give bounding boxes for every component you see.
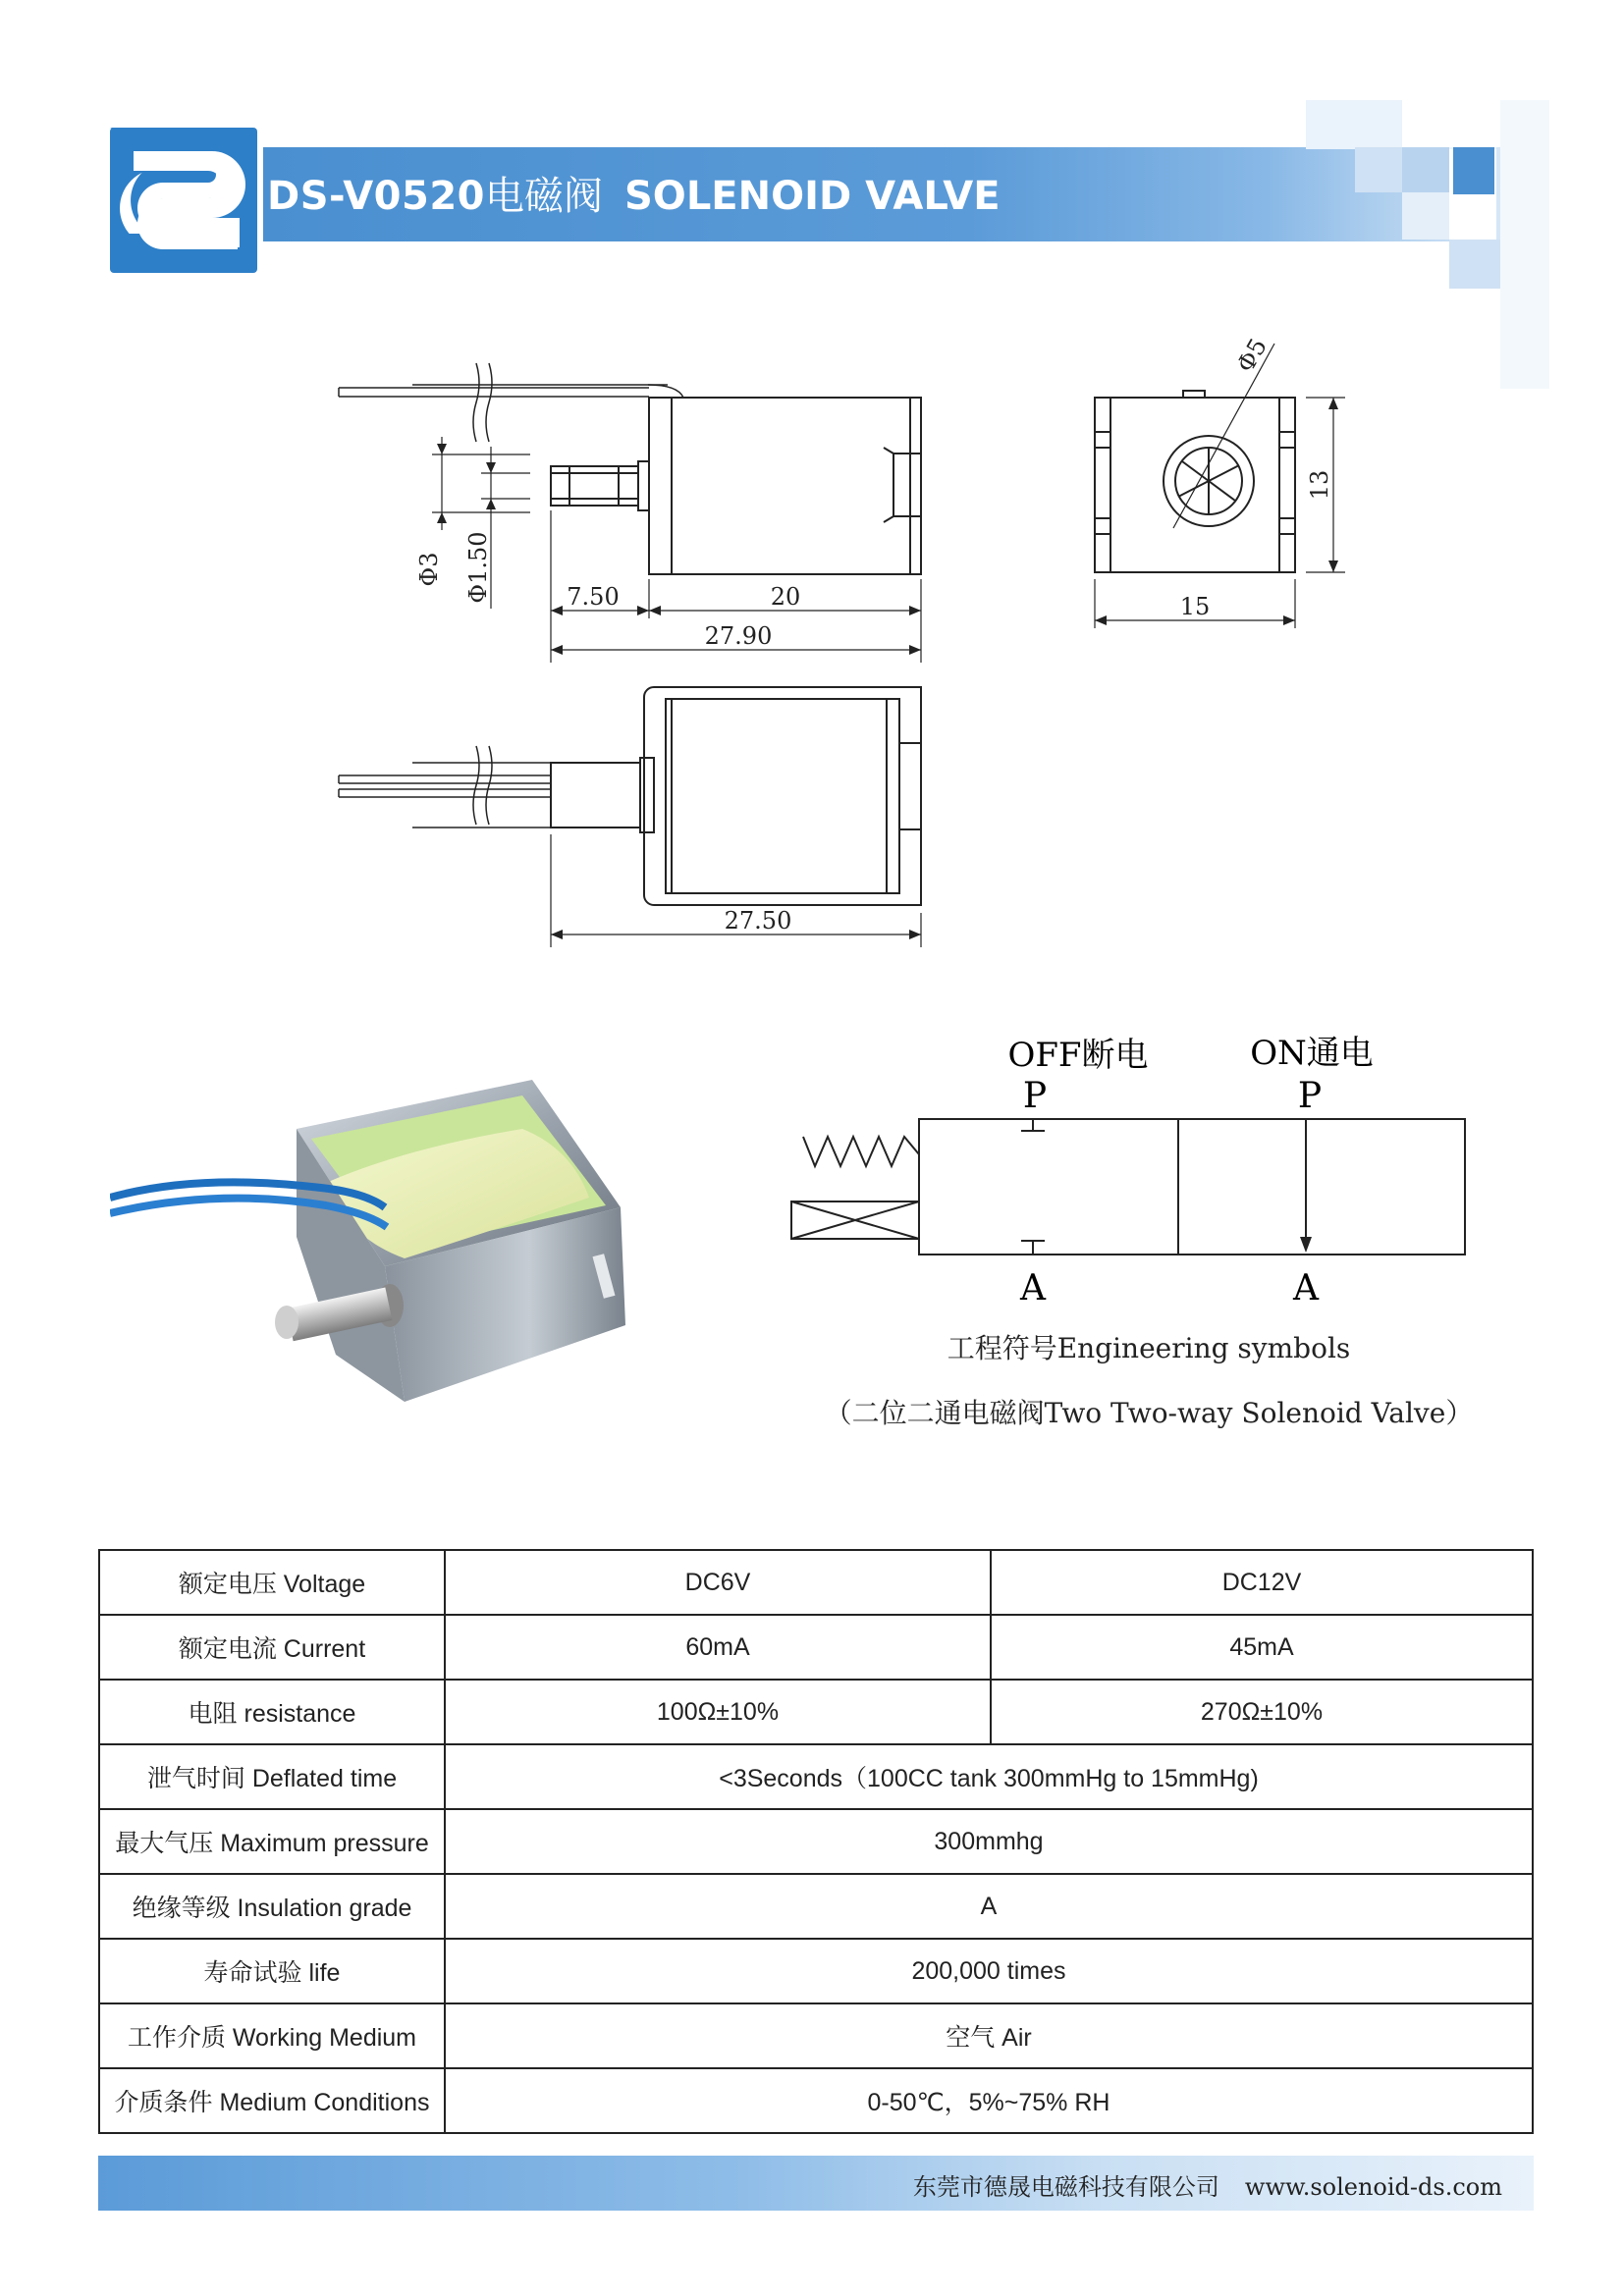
- spec-label: 额定电压 Voltage: [99, 1550, 445, 1615]
- dim-diameter-3: Φ3: [415, 552, 443, 587]
- company-name: 东莞市德晟电磁科技有限公司: [912, 2173, 1219, 2201]
- table-row: [99, 1874, 1533, 1939]
- footer: [913, 2167, 1502, 2202]
- table-row: [99, 1550, 1533, 1615]
- spec-value: DC6V: [445, 1550, 991, 1615]
- model-number: DS-V0520: [267, 174, 485, 219]
- spec-table: [98, 1549, 1534, 2134]
- symbol-on-label: ON通电: [1250, 1034, 1374, 1073]
- spec-value: 45mA: [991, 1615, 1533, 1680]
- spec-value: 空气 Air: [445, 2003, 1533, 2068]
- spec-value: DC12V: [991, 1550, 1533, 1615]
- dim-27-90: 27.90: [704, 622, 773, 650]
- table-row: [99, 1939, 1533, 2003]
- spec-label: 绝缘等级 Insulation grade: [99, 1874, 445, 1939]
- symbol-caption: 工程符号Engineering symbols: [947, 1332, 1351, 1364]
- spec-label: 电阻 resistance: [99, 1680, 445, 1744]
- symbol-port-p-off: P: [1022, 1076, 1048, 1116]
- spec-value: 0-50℃，5%~75% RH: [445, 2068, 1533, 2133]
- title-en: SOLENOID VALVE: [624, 174, 1001, 219]
- dim-27-50: 27.50: [724, 907, 792, 934]
- spec-value: A: [445, 1874, 1533, 1939]
- table-row: [99, 1744, 1533, 1809]
- spec-value: 100Ω±10%: [445, 1680, 991, 1744]
- table-row: [99, 2003, 1533, 2068]
- dim-13: 13: [1306, 469, 1333, 501]
- spec-label: 泄气时间 Deflated time: [99, 1744, 445, 1809]
- symbol-port-a-off: A: [1020, 1268, 1046, 1308]
- table-row: [99, 2068, 1533, 2133]
- website-link[interactable]: www.solenoid-ds.com: [1244, 2173, 1502, 2201]
- spec-label: 最大气压 Maximum pressure: [99, 1809, 445, 1874]
- spec-label: 介质条件 Medium Conditions: [99, 2068, 445, 2133]
- spec-value: 200,000 times: [445, 1939, 1533, 2003]
- spec-value: 270Ω±10%: [991, 1680, 1533, 1744]
- dim-15: 15: [1179, 593, 1211, 620]
- symbol-subcaption: （二位二通电磁阀Two Two-way Solenoid Valve）: [824, 1397, 1474, 1429]
- spec-label: 额定电流 Current: [99, 1615, 445, 1680]
- symbol-off-label: OFF断电: [1007, 1036, 1149, 1075]
- symbol-port-p-on: P: [1297, 1076, 1323, 1116]
- dim-diameter-5: Φ5: [1231, 333, 1272, 378]
- dim-7-50: 7.50: [567, 583, 620, 611]
- spec-label: 工作介质 Working Medium: [99, 2003, 445, 2068]
- symbol-port-a-on: A: [1293, 1268, 1319, 1308]
- title-cn: 电磁阀: [485, 174, 603, 219]
- spec-value: <3Seconds（100CC tank 300mmHg to 15mmHg): [445, 1744, 1533, 1809]
- table-row: [99, 1809, 1533, 1874]
- dim-diameter-1-50: Φ1.50: [464, 531, 492, 604]
- table-row: [99, 1615, 1533, 1680]
- spec-label: 寿命试验 life: [99, 1939, 445, 2003]
- dim-20: 20: [770, 583, 801, 611]
- spec-value: 300mmhg: [445, 1809, 1533, 1874]
- table-row: [99, 1680, 1533, 1744]
- spec-value: 60mA: [445, 1615, 991, 1680]
